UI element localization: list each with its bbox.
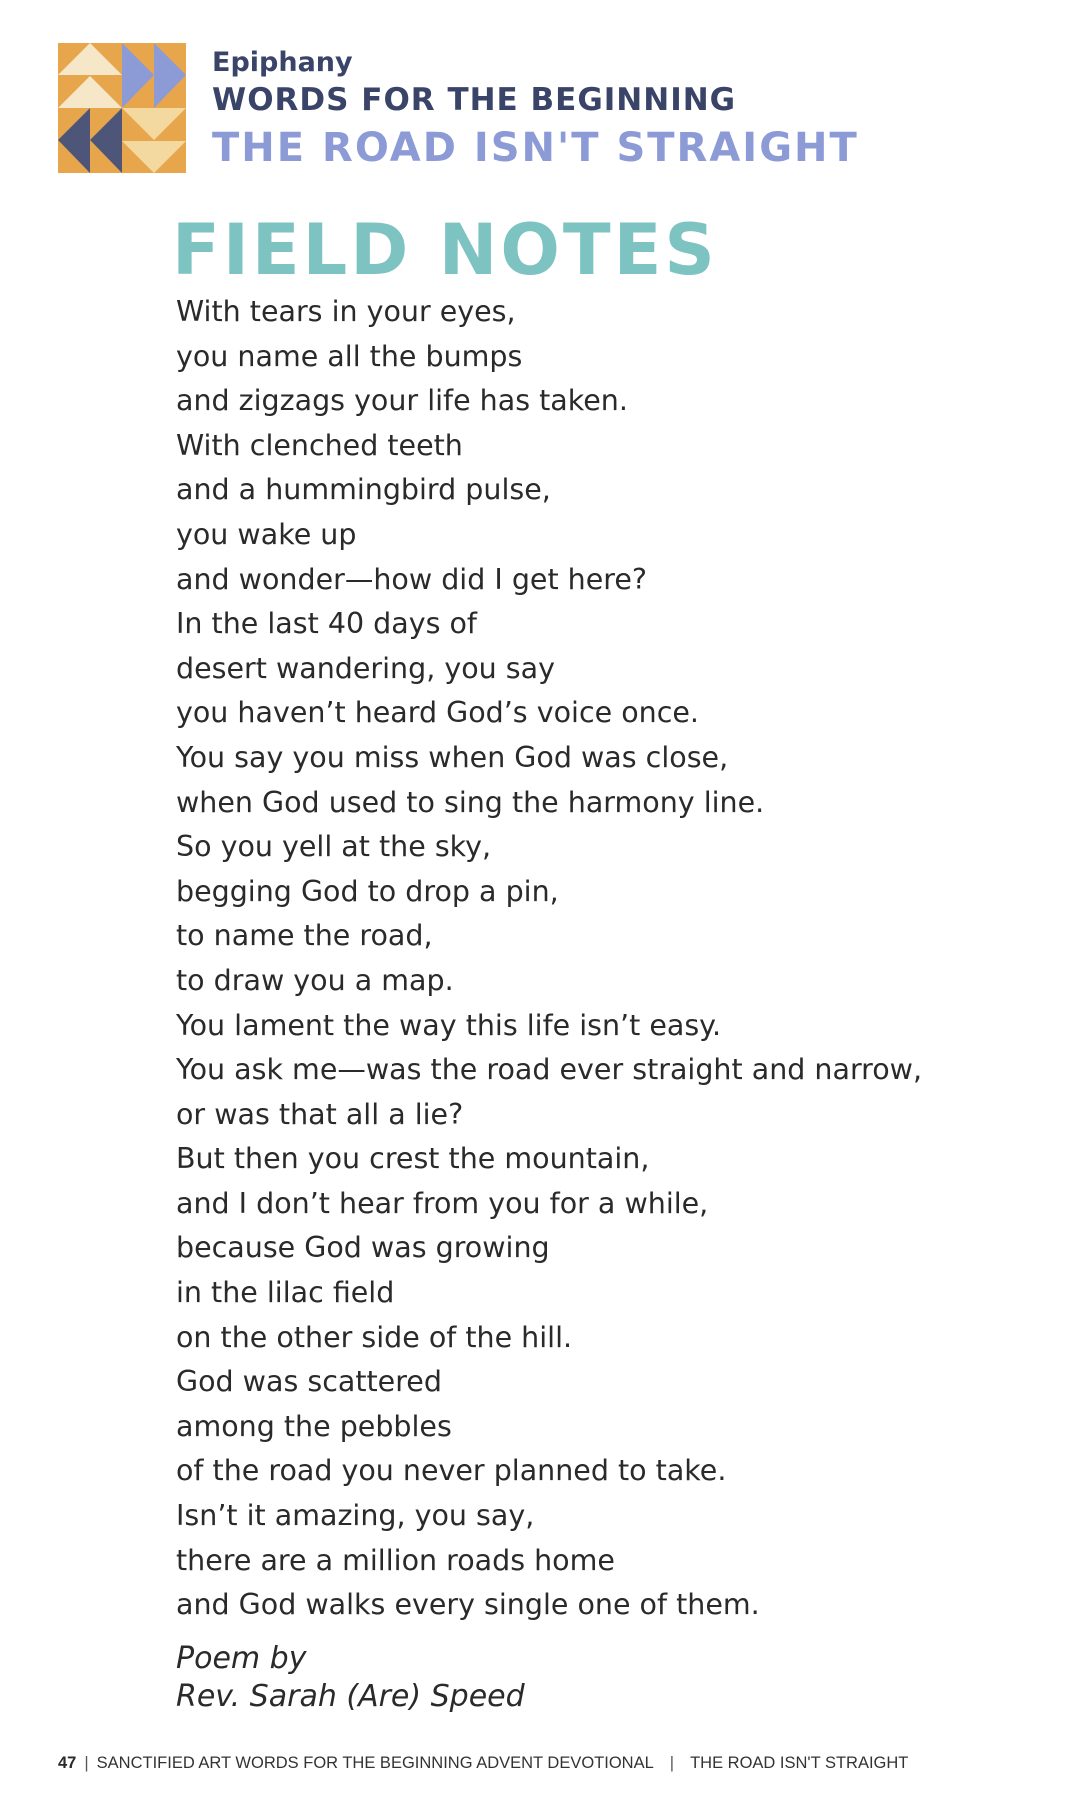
poem-line: With clenched teeth — [176, 428, 463, 462]
season-label: Epiphany — [212, 47, 353, 78]
poem-line: You lament the way this life isn’t easy. — [176, 1008, 722, 1042]
section-title: FIELD NOTES — [172, 209, 718, 291]
poem-line: In the last 40 days of — [176, 607, 477, 641]
page-header — [212, 46, 1052, 176]
poem-line: of the road you never planned to take. — [176, 1454, 727, 1488]
poem-line: to draw you a map. — [176, 963, 454, 997]
poem-attribution — [176, 1640, 876, 1716]
poem-line: you name all the bumps — [176, 339, 523, 373]
poem-line: you haven’t heard God’s voice once. — [176, 696, 699, 730]
poem-line: You ask me—was the road ever straight and narrow, — [176, 1053, 923, 1087]
poem-line: and a hummingbird pulse, — [176, 473, 551, 507]
poem-line: So you yell at the sky, — [176, 830, 492, 864]
poem-line: because God was growing — [176, 1231, 550, 1265]
page-footer — [58, 1752, 1058, 1774]
footer-divider: | — [84, 1754, 89, 1772]
poem-line: begging God to drop a pin, — [176, 874, 559, 908]
poem-line: You say you miss when God was close, — [176, 740, 729, 774]
footer-section: THE ROAD ISN'T STRAIGHT — [690, 1754, 909, 1772]
author-name: Rev. Sarah (Are) Speed — [176, 1679, 525, 1714]
quilt-logo-icon — [58, 43, 186, 173]
poem-line: to name the road, — [176, 919, 433, 953]
poem-line: and God walks every single one of them. — [176, 1588, 760, 1622]
poem-line: or was that all a lie? — [176, 1097, 464, 1131]
poem-line: desert wandering, you say — [176, 651, 555, 685]
poem-line: With tears in your eyes, — [176, 295, 516, 328]
poem-line: Isn’t it amazing, you say, — [176, 1499, 535, 1533]
poem-line: there are a million roads home — [176, 1543, 615, 1577]
poem-line: you wake up — [176, 517, 357, 551]
poem-line: when God used to sing the harmony line. — [176, 785, 765, 819]
poem-line: among the pebbles — [176, 1409, 452, 1443]
poem-line: God was scattered — [176, 1365, 442, 1399]
attribution-prefix: Poem by — [176, 1641, 307, 1676]
poem-line: and wonder—how did I get here? — [176, 562, 648, 596]
poem-body — [176, 290, 1056, 1628]
series-title: WORDS FOR THE BEGINNING — [212, 82, 737, 118]
poem-line: But then you crest the mountain, — [176, 1142, 650, 1176]
poem-line: and I don’t hear from you for a while, — [176, 1186, 709, 1220]
page-number: 47 — [58, 1754, 77, 1772]
poem-line: on the other side of the hill. — [176, 1320, 573, 1354]
poem-line: and zigzags your life has taken. — [176, 384, 628, 418]
poem-line: in the lilac field — [176, 1276, 395, 1310]
footer-publication: SANCTIFIED ART WORDS FOR THE BEGINNING ADVENT DEVOTIONAL — [96, 1754, 654, 1772]
theme-title: THE ROAD ISN'T STRAIGHT — [212, 125, 859, 171]
footer-divider: | — [669, 1754, 675, 1772]
